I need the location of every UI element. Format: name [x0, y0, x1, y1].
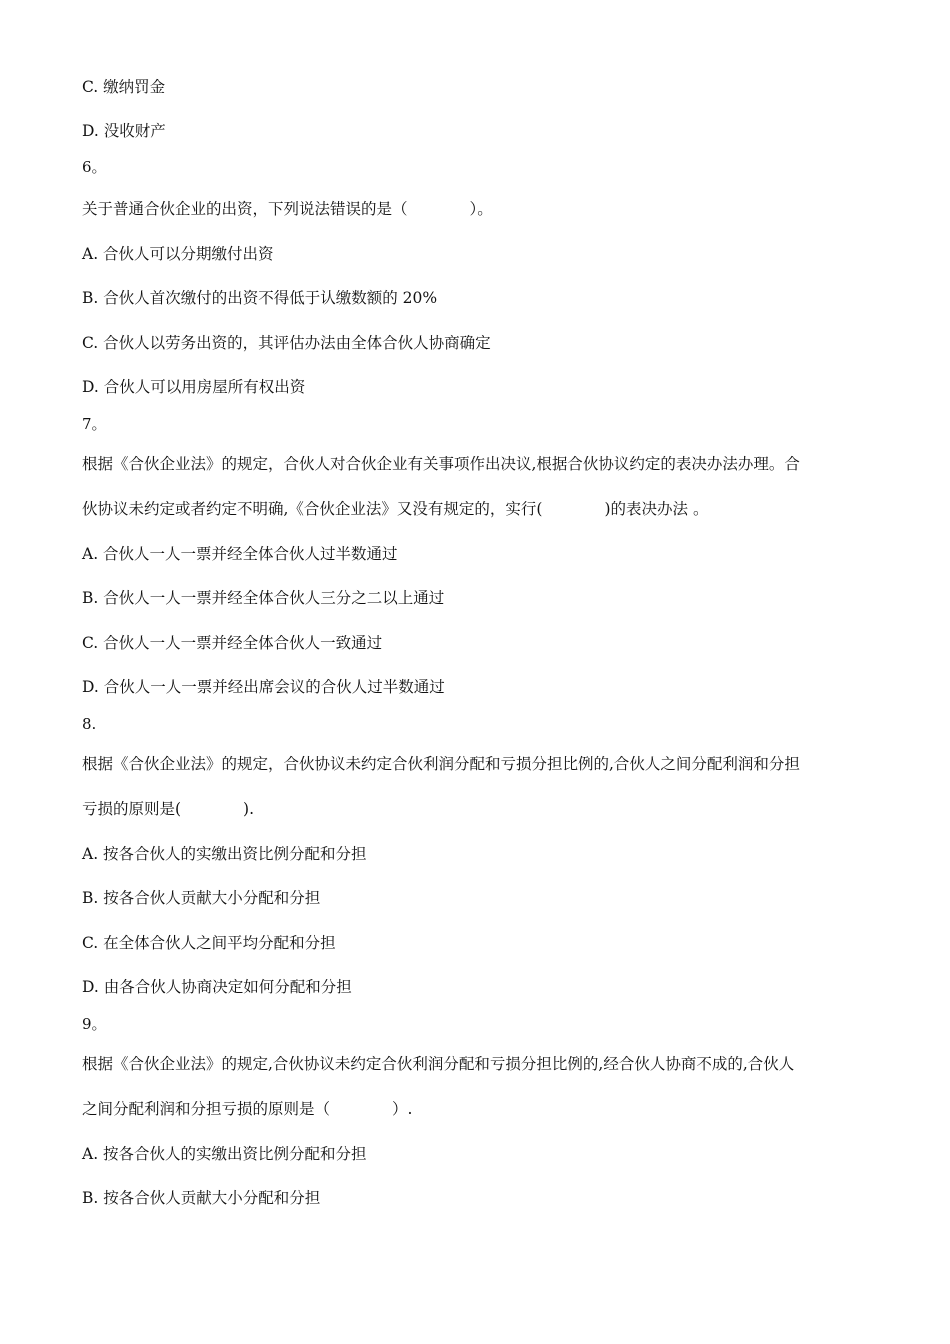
option-c-q7: C. 合伙人一人一票并经全体合伙人一致通过 — [82, 634, 383, 652]
question-7-stem-line-1: 根据《合伙企业法》的规定，合伙人对合伙企业有关事项作出决议,根据合伙协议约定的表决办法办理。合 — [82, 455, 800, 473]
question-8-stem-line-1: 根据《合伙企业法》的规定，合伙协议未约定合伙利润分配和亏损分担比例的,合伙人之间分配利润和分担 — [82, 755, 800, 773]
option-b-q6: B. 合伙人首次缴付的出资不得低于认缴数额的 20% — [82, 289, 438, 307]
option-d-q5: D. 没收财产 — [82, 122, 166, 140]
question-number-6: 6。 — [82, 158, 107, 176]
question-number-9: 9。 — [82, 1015, 107, 1033]
option-b-q9: B. 按各合伙人贡献大小分配和分担 — [82, 1189, 321, 1207]
option-d-q7: D. 合伙人一人一票并经出席会议的合伙人过半数通过 — [82, 678, 445, 696]
question-7-stem-line-2: 伙协议未约定或者约定不明确,《合伙企业法》又没有规定的，实行( )的表决办法 。 — [82, 500, 709, 518]
option-a-q7: A. 合伙人一人一票并经全体合伙人过半数通过 — [82, 545, 398, 563]
option-d-q8: D. 由各合伙人协商决定如何分配和分担 — [82, 978, 352, 996]
question-number-8: 8. — [82, 715, 97, 733]
option-c-q6: C. 合伙人以劳务出资的，其评估办法由全体合伙人协商确定 — [82, 334, 491, 352]
question-9-stem-line-2: 之间分配利润和分担亏损的原则是（ ）. — [82, 1100, 413, 1118]
option-b-q8: B. 按各合伙人贡献大小分配和分担 — [82, 889, 321, 907]
option-a-q8: A. 按各合伙人的实缴出资比例分配和分担 — [82, 845, 367, 863]
question-6-stem: 关于普通合伙企业的出资，下列说法错误的是（ ）。 — [82, 200, 493, 218]
option-c-q5: C. 缴纳罚金 — [82, 78, 166, 96]
option-a-q9: A. 按各合伙人的实缴出资比例分配和分担 — [82, 1145, 367, 1163]
option-d-q6: D. 合伙人可以用房屋所有权出资 — [82, 378, 306, 396]
question-8-stem-line-2: 亏损的原则是( ). — [82, 800, 255, 818]
question-9-stem-line-1: 根据《合伙企业法》的规定,合伙协议未约定合伙利润分配和亏损分担比例的,经合伙人协商不成的,合伙人 — [82, 1055, 795, 1073]
option-c-q8: C. 在全体合伙人之间平均分配和分担 — [82, 934, 336, 952]
option-a-q6: A. 合伙人可以分期缴付出资 — [82, 245, 274, 263]
question-number-7: 7。 — [82, 415, 107, 433]
option-b-q7: B. 合伙人一人一票并经全体合伙人三分之二以上通过 — [82, 589, 445, 607]
